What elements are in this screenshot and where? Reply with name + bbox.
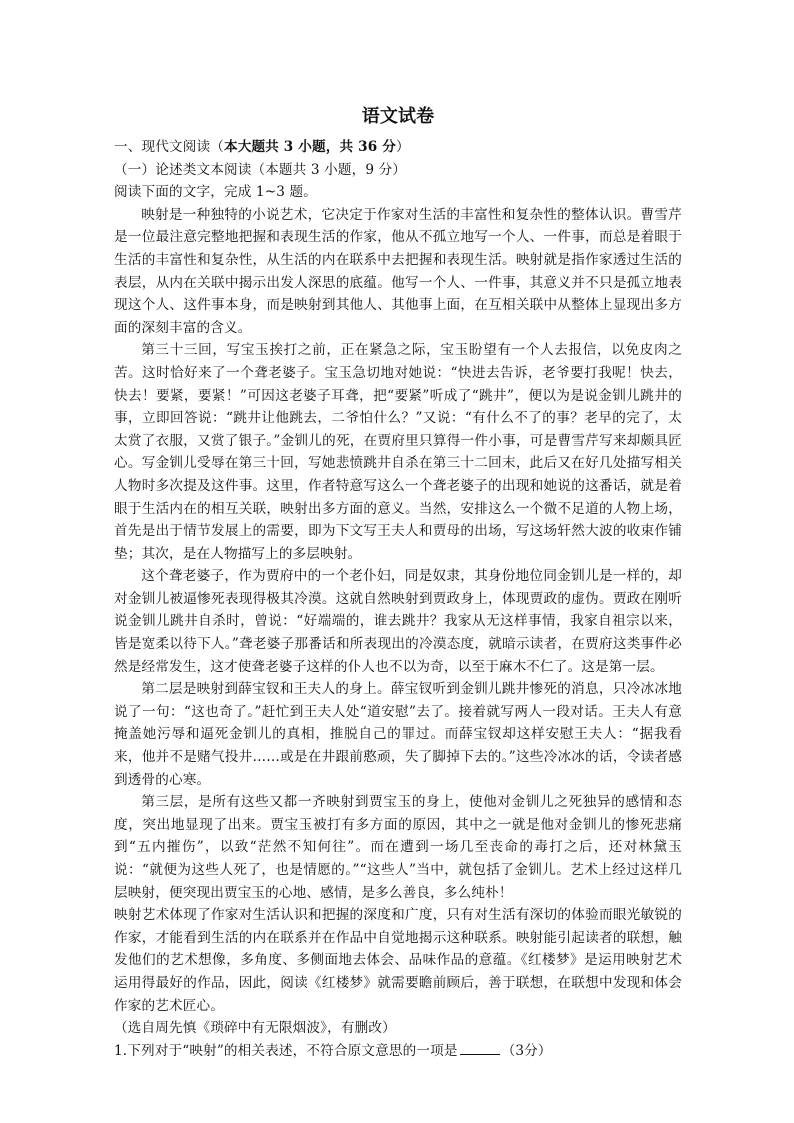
- source-citation: （选自周先慎《琐碎中有无限烟波》，有删改）: [114, 1020, 396, 1037]
- section-heading-suffix: ）: [396, 139, 410, 155]
- section-heading-bold: 本大题共 3 小题，共 36 分: [223, 139, 397, 155]
- page-title: 语文试卷: [361, 106, 435, 127]
- question-1-text: 1.下列对于“映射”的相关表述，不符合原文意思的一项是: [114, 1042, 458, 1059]
- body-paragraph-3: 这个聋老婆子，作为贾府中的一个老仆妇，同是奴隶，其身份地位同金钏儿是一样的，却对金钏儿被逼惨死表现得极其冷漠。这就自然映射到贾政身上，体现贾政的虚伪。贾政在刚听说金钏儿跳井自杀时，曾说：“好端端的，谁去跳井？我家从无这样事情，我家自祖宗以来，皆是宽柔以待下人。”聋老婆子那番话和所表现出的冷漠态度，就暗示读者，在贾府这类事件必然是经常发生，这才使聋老婆子这样的仆人也不以为奇，以至于麻木不仁了。这是第一层。: [114, 568, 682, 675]
- section-heading: [114, 136, 682, 159]
- body-paragraph-6: 映射艺术体现了作家对生活认识和把握的深度和广度，只有对生活有深切的体验而眼光敏锐的作家，才能看到生活的内在联系并在作品中自觉地揭示这种联系。映射能引起读者的联想，触发他们的艺术想像，多角度、多侧面地去体会、品味作品的意蕴。《红楼梦》是运用映射艺术运用得最好的作品，因此，阅读《红楼梦》就需要瞻前顾后，善于联想，在联想中发现和体会作家的艺术匠心。: [114, 907, 682, 1014]
- subsection-heading: （一）论述类文本阅读（本题共 3 小题，9 分）: [114, 161, 407, 178]
- answer-blank[interactable]: [460, 1040, 500, 1055]
- reading-instruction: 阅读下面的文字，完成 1~3 题。: [114, 184, 318, 201]
- section-heading-prefix: 一、现代文阅读（: [114, 139, 224, 155]
- question-1: [114, 1040, 682, 1063]
- body-paragraph-5: 第三层，是所有这些又都一齐映射到贾宝玉的身上，使他对金钏儿之死独异的感情和态度，突出地显现了出来。贾宝玉被打有多方面的原因，其中之一就是他对金钏儿的惨死悲痛到“五内摧伤”，以致“茫然不知何往”。而在遭到一场几至丧命的毒打之后，还对林黛玉说：“就便为这些人死了，也是情愿的。”“这些人”当中，就包括了金钏儿。艺术上经过这样几层映射，便突现出贾宝玉的心地、感情，是多么善良，多么纯朴！: [114, 794, 682, 901]
- body-paragraph-1: 映射是一种独特的小说艺术，它决定于作家对生活的丰富性和复杂性的整体认识。曹雪芹是一位最注意完整地把握和表现生活的作家，他从不孤立地写一个人、一件事，而总是着眼于生活的丰富性和复杂性，从生活的内在联系中去把握和表现生活。映射就是指作家透过生活的表层，从内在关联中揭示出发人深思的底蕴。他写一个人、一件事，其意义并不只是孤立地表现这个人、这件事本身，而是映射到其他人、其他事上面，在互相关联中从整体上显现出多方面的深刻丰富的含义。: [114, 206, 682, 336]
- question-1-score: （3分）: [501, 1042, 552, 1059]
- body-paragraph-2: 第三十三回，写宝玉挨打之前，正在紧急之际，宝玉盼望有一个人去报信，以免皮肉之苦。这时恰好来了一个聋老婆子。宝玉急切地对她说：“快进去告诉，老爷要打我呢！快去，快去！要紧，要紧！”可因这老婆子耳聋，把“要紧”听成了“跳井”，便以为是说金钏儿跳井的事，立即回答说：“跳井让他跳去，二爷怕什么？”又说：“有什么不了的事？老早的完了，太太赏了衣服，又赏了银子。”金钏儿的死，在贾府里只算得一件小事，可是曹雪芹写来却颇具匠心。写金钏儿受辱在第三十回，写她悲愤跳井自杀在第三十二回末，此后又在好几处描写相关人物时多次提及这件事。这里，作者特意写这么一个聋老婆子的出现和她说的这番话，就是着眼于生活内在的相互关联，映射出多方面的意义。当然，安排这么一个微不足道的人物上场，首先是出于情节发展上的需要，即为下文写王夫人和贾母的出场，写这场轩然大波的收束作铺垫；其次，是在人物描写上的多层映射。: [114, 342, 682, 562]
- body-paragraph-4: 第二层是映射到薛宝钗和王夫人的身上。薛宝钗听到金钏儿跳井惨死的消息，只冷冰冰地说了一句：“这也奇了。”赶忙到王夫人处“道安慰”去了。接着就写两人一段对话。王夫人有意掩盖她污辱和逼死金钏儿的真相，推脱自己的罪过。而薛宝钗却这样安慰王夫人：“据我看来，他并不是赌气投井……或是在井跟前憨顽，失了脚掉下去的。”这些冷冰冰的话，令读者感到透骨的心寒。: [114, 681, 682, 788]
